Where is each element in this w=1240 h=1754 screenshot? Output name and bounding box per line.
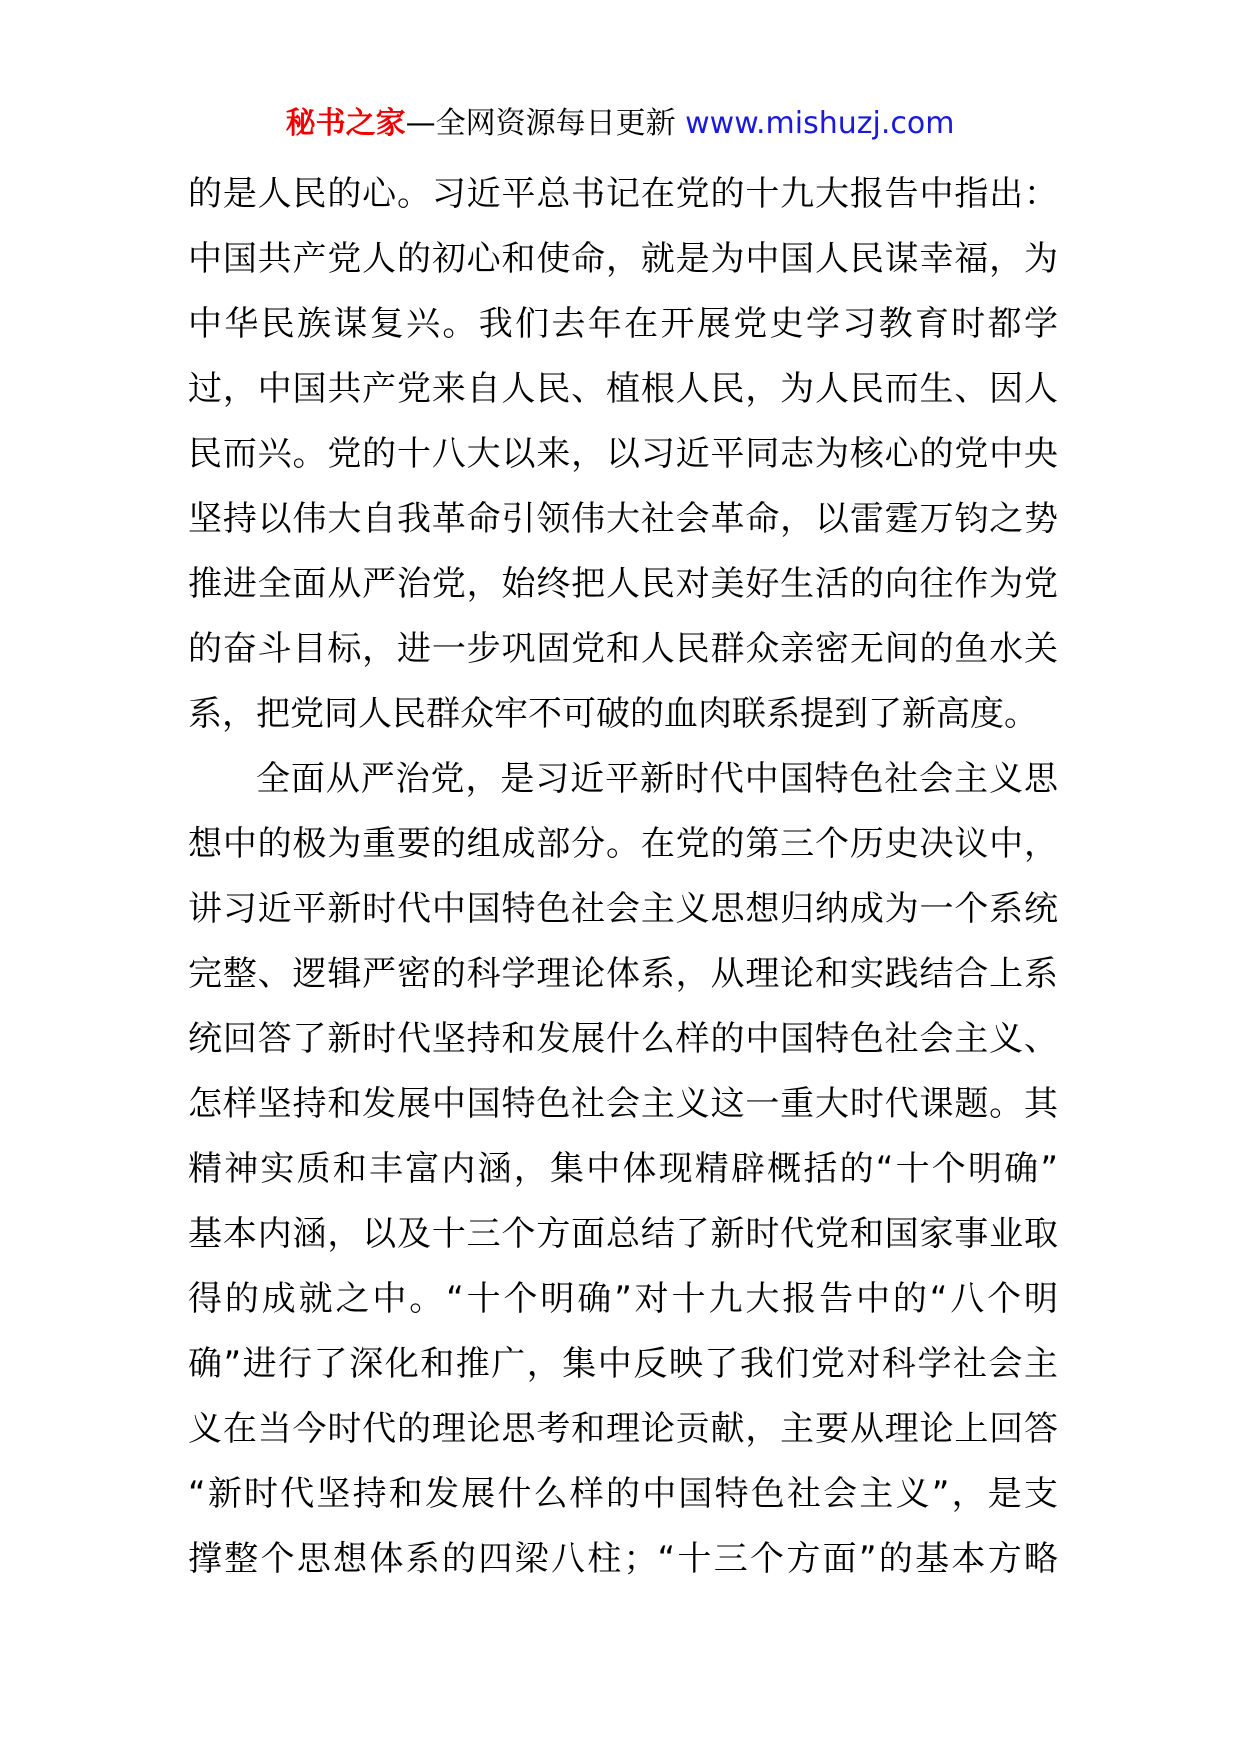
text-line: 的是人民的心。习近平总书记在党的十九大报告中指出： [188, 174, 1058, 214]
text-line: 精神实质和丰富内涵，集中体现精辟概括的“十个明确” [188, 1149, 1058, 1189]
document-body [188, 162, 1058, 1592]
site-brand: 秘书之家 [285, 106, 406, 141]
paragraph-1 [188, 162, 1058, 747]
text-line: 推进全面从严治党，始终把人民对美好生活的向往作为党 [188, 564, 1058, 604]
text-line: 完整、逻辑严密的科学理论体系，从理论和实践结合上系 [188, 954, 1058, 994]
text-line: 过，中国共产党来自人民、植根人民，为人民而生、因人 [188, 369, 1058, 409]
text-line: 全面从严治党，是习近平新时代中国特色社会主义思 [256, 759, 1058, 799]
text-line: 坚持以伟大自我革命引领伟大社会革命，以雷霆万钧之势 [188, 499, 1058, 539]
text-line: 的奋斗目标，进一步巩固党和人民群众亲密无间的鱼水关 [188, 629, 1058, 669]
paragraph-2 [188, 747, 1058, 1592]
text-line: 讲习近平新时代中国特色社会主义思想归纳成为一个系统 [188, 889, 1058, 929]
text-line: 义在当今时代的理论思考和理论贡献，主要从理论上回答 [188, 1409, 1058, 1449]
text-line: 中华民族谋复兴。我们去年在开展党史学习教育时都学 [188, 304, 1058, 344]
site-header [0, 100, 1240, 148]
text-line: 怎样坚持和发展中国特色社会主义这一重大时代课题。其 [188, 1084, 1058, 1124]
text-line: 系，把党同人民群众牢不可破的血肉联系提到了新高度。 [188, 694, 1038, 734]
text-line: 中国共产党人的初心和使命，就是为中国人民谋幸福，为 [188, 239, 1058, 279]
text-line: 得的成就之中。“十个明确”对十九大报告中的“八个明 [188, 1279, 1058, 1319]
text-line: “新时代坚持和发展什么样的中国特色社会主义”，是支 [188, 1474, 1058, 1514]
site-url-link[interactable]: www.mishuzj.com [685, 106, 955, 141]
text-line: 撑整个思想体系的四梁八柱；“十三个方面”的基本方略 [188, 1539, 1058, 1579]
text-line: 确”进行了深化和推广，集中反映了我们党对科学社会主 [188, 1344, 1058, 1384]
text-line: 统回答了新时代坚持和发展什么样的中国特色社会主义、 [188, 1019, 1058, 1059]
text-line: 民而兴。党的十八大以来，以习近平同志为核心的党中央 [188, 434, 1058, 474]
text-line: 想中的极为重要的组成部分。在党的第三个历史决议中， [188, 824, 1058, 864]
site-tagline: —全网资源每日更新 [405, 106, 676, 141]
text-line: 基本内涵，以及十三个方面总结了新时代党和国家事业取 [188, 1214, 1058, 1254]
